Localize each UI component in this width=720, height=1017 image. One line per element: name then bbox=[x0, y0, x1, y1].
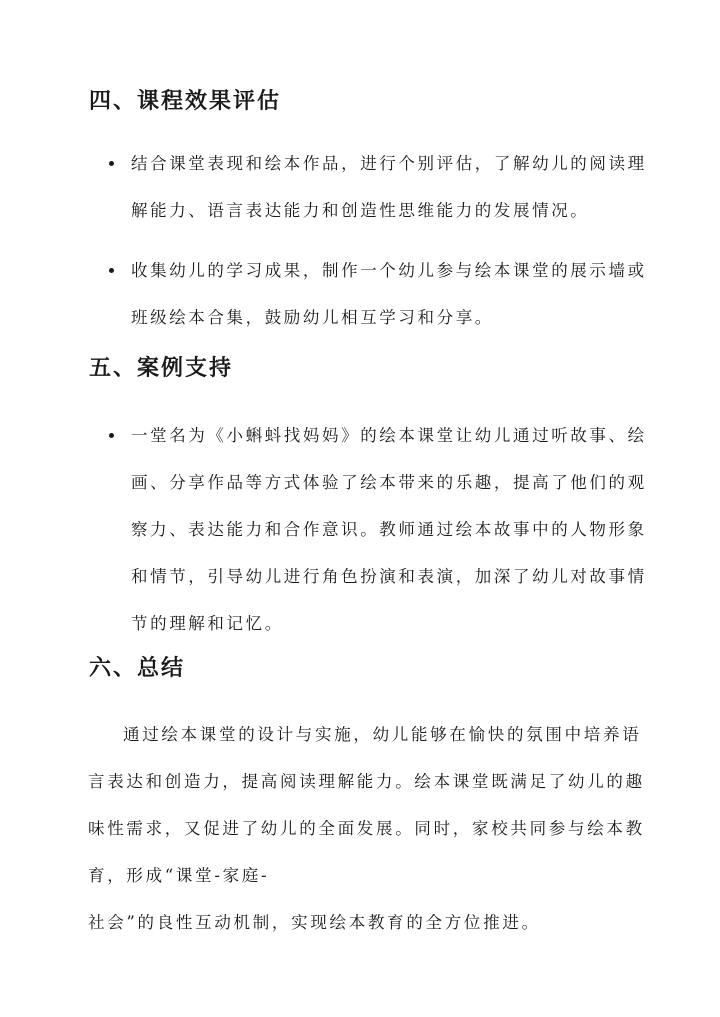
case-support-bullet-list bbox=[0, 412, 720, 647]
list-item bbox=[0, 412, 720, 647]
paragraph-line: 通过绘本课堂的设计与实施，幼儿能够在愉快的氛围中培养语 bbox=[123, 725, 642, 744]
paragraph-line: 社会”的良性互动机制，实现绘本教育的全方位推进。 bbox=[88, 913, 541, 932]
section-heading-case-support: 五、案例支持 bbox=[89, 356, 234, 381]
paragraph-line: 味性需求，又促进了幼儿的全面发展。同时，家校共同参与绘本教 bbox=[88, 819, 645, 838]
bullet-dot-icon bbox=[109, 161, 114, 166]
list-item bbox=[0, 140, 720, 234]
bullet-dot-icon bbox=[109, 433, 114, 438]
section-heading-evaluation: 四、课程效果评估 bbox=[89, 89, 282, 114]
bullet-text: 一堂名为《小蝌蚪找妈妈》的绘本课堂让幼儿通过听故事、绘画、分享作品等方式体验了绘本带来的乐趣，提高了他们的观察力、表达能力和合作意识。教师通过绘本故事中的人物形象和情节，引导幼儿进行角色扮演和表演，加深了幼儿对故事情节的理解和记忆。 bbox=[131, 426, 647, 633]
bullet-text: 结合课堂表现和绘本作品，进行个别评估，了解幼儿的阅读理解能力、语言表达能力和创造性思维能力的发展情况。 bbox=[131, 154, 647, 220]
list-item bbox=[0, 247, 720, 341]
summary-paragraph bbox=[88, 711, 648, 946]
bullet-dot-icon bbox=[109, 268, 114, 273]
paragraph-line: 言表达和创造力，提高阅读理解能力。绘本课堂既满足了幼儿的趣 bbox=[88, 772, 645, 791]
section-heading-summary: 六、总结 bbox=[89, 656, 186, 681]
paragraph-line: 育，形成“课堂-家庭- bbox=[88, 866, 270, 885]
evaluation-bullet-list bbox=[0, 140, 720, 341]
bullet-text: 收集幼儿的学习成果，制作一个幼儿参与绘本课堂的展示墙或班级绘本合集，鼓励幼儿相互学习和分享。 bbox=[131, 261, 647, 327]
